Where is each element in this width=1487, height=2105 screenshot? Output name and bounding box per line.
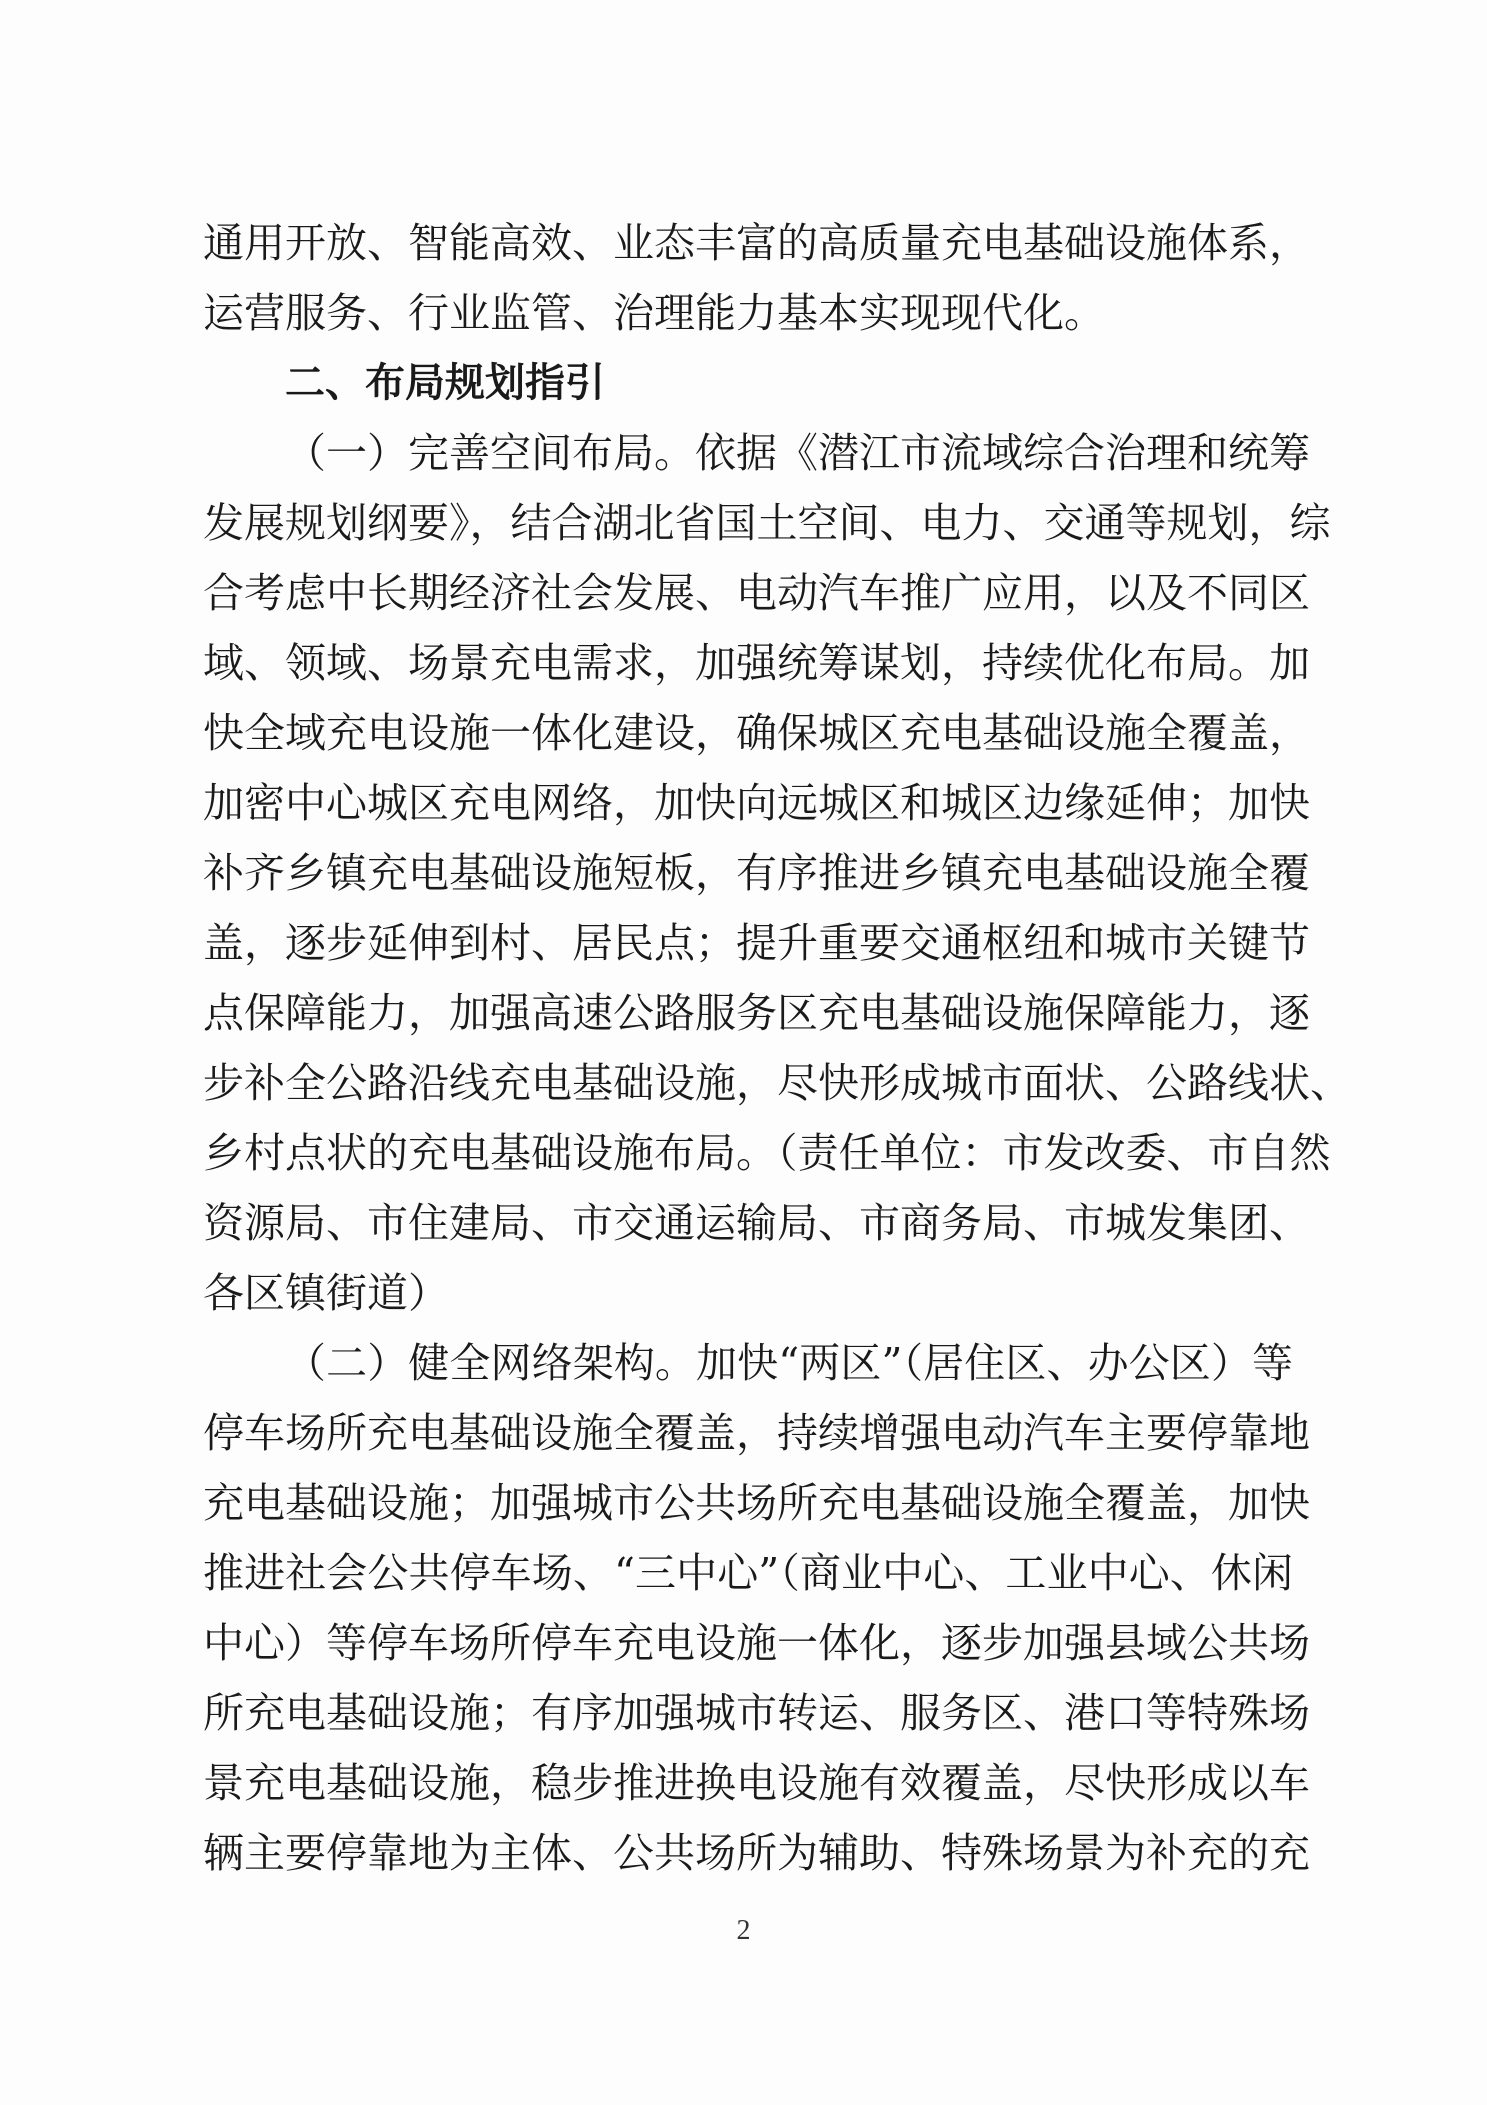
section-one-line-8: 盖，逐步延伸到村、居民点；提升重要交通枢纽和城市关键节 <box>203 919 1310 967</box>
section-one-line-2: 发展规划纲要》，结合湖北省国土空间、电力、交通等规划，综 <box>203 499 1331 547</box>
section-one-line-3: 合考虑中长期经济社会发展、电动汽车推广应用，以及不同区 <box>203 569 1310 617</box>
section-two-line-6: 所充电基础设施；有序加强城市转运、服务区、港口等特殊场 <box>203 1689 1310 1737</box>
section-two-line-4: 推进社会公共停车场、“三中心”（商业中心、工业中心、休闲 <box>203 1549 1293 1597</box>
section-one-line-13: 各区镇街道） <box>203 1269 449 1317</box>
section-two-line-8: 辆主要停靠地为主体、公共场所为辅助、特殊场景为补充的充 <box>203 1829 1310 1877</box>
intro-line-2: 运营服务、行业监管、治理能力基本实现现代化。 <box>203 289 1105 337</box>
section-one-line-6: 加密中心城区充电网络，加快向远城区和城区边缘延伸；加快 <box>203 779 1310 827</box>
section-two-line-2: 停车场所充电基础设施全覆盖，持续增强电动汽车主要停靠地 <box>203 1409 1310 1457</box>
section-one-line-5: 快全域充电设施一体化建设，确保城区充电基础设施全覆盖， <box>203 709 1310 757</box>
section-two-line-7: 景充电基础设施，稳步推进换电设施有效覆盖，尽快形成以车 <box>203 1759 1310 1807</box>
intro-line-1: 通用开放、智能高效、业态丰富的高质量充电基础设施体系， <box>203 219 1310 267</box>
section-one-line-11: 乡村点状的充电基础设施布局。（责任单位：市发改委、市自然 <box>203 1129 1331 1177</box>
section-one-line-4: 域、领域、场景充电需求，加强统筹谋划，持续优化布局。加 <box>203 639 1310 687</box>
section-two-line-5: 中心）等停车场所停车充电设施一体化，逐步加强县域公共场 <box>203 1619 1310 1667</box>
section-two-line-1: （二）健全网络架构。加快“两区”（居住区、办公区）等 <box>285 1339 1293 1387</box>
section-one-line-7: 补齐乡镇充电基础设施短板，有序推进乡镇充电基础设施全覆 <box>203 849 1310 897</box>
section-two-line-3: 充电基础设施；加强城市公共场所充电基础设施全覆盖，加快 <box>203 1479 1310 1527</box>
section-one-line-12: 资源局、市住建局、市交通运输局、市商务局、市城发集团、 <box>203 1199 1310 1247</box>
section-one-line-10: 步补全公路沿线充电基础设施，尽快形成城市面状、公路线状、 <box>203 1059 1351 1107</box>
section-heading: 二、布局规划指引 <box>285 360 605 406</box>
page-number: 2 <box>736 1915 751 1946</box>
section-one-line-9: 点保障能力，加强高速公路服务区充电基础设施保障能力，逐 <box>203 989 1310 1037</box>
section-one-line-1: （一）完善空间布局。依据《潜江市流域综合治理和统筹 <box>285 429 1310 477</box>
